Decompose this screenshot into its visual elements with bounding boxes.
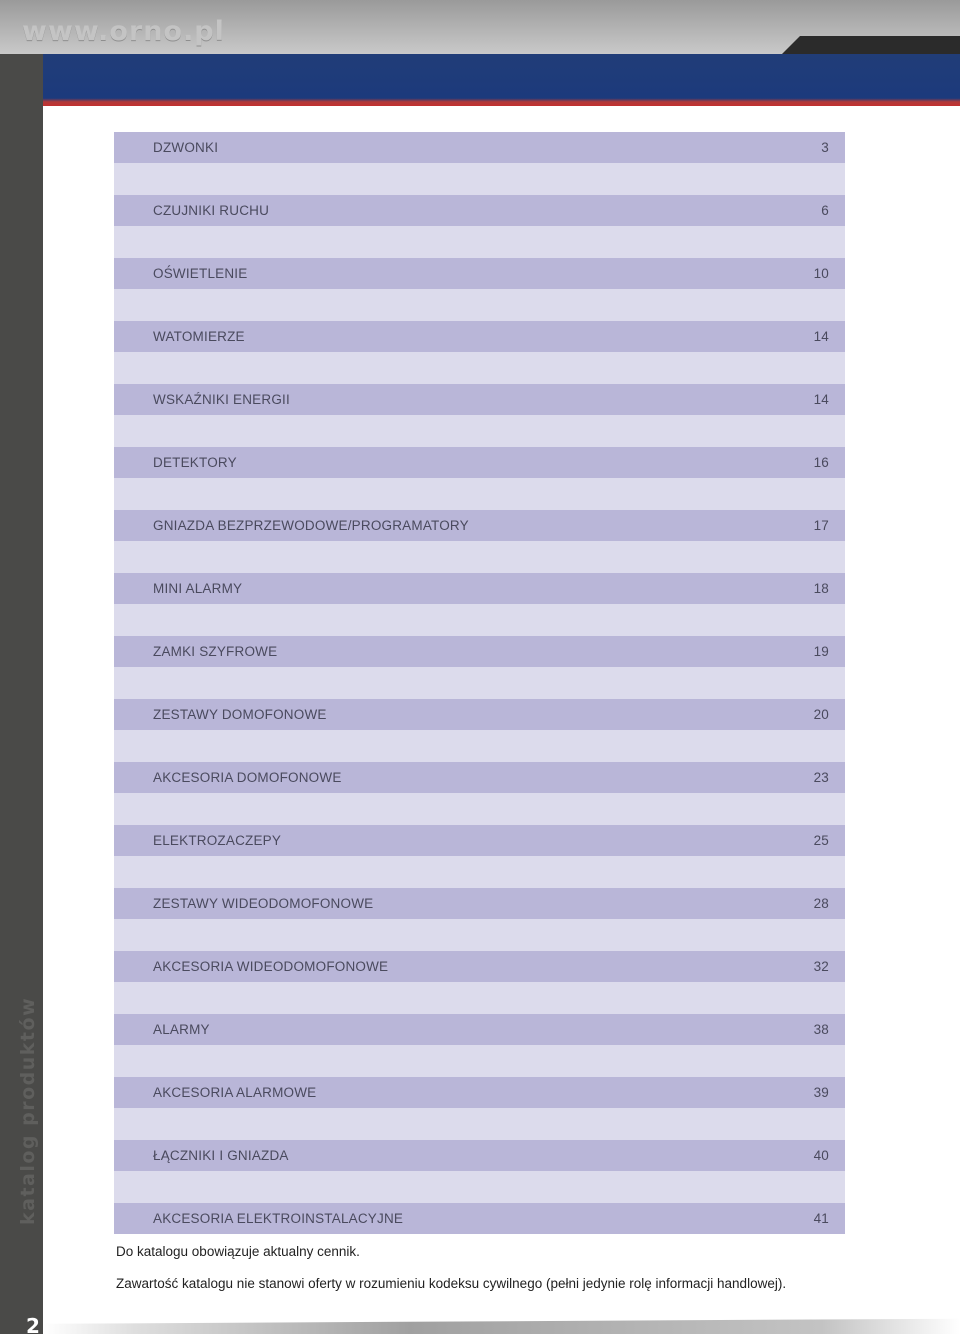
toc-divider bbox=[114, 415, 845, 447]
toc-page-number: 20 bbox=[813, 707, 829, 722]
footer-shadow bbox=[43, 1300, 960, 1334]
toc-label: ZESTAWY DOMOFONOWE bbox=[153, 707, 327, 722]
toc-page-number: 3 bbox=[821, 140, 829, 155]
toc-label: MINI ALARMY bbox=[153, 581, 243, 596]
toc-divider bbox=[114, 667, 845, 699]
toc-page-number: 32 bbox=[813, 959, 829, 974]
toc-page-number: 25 bbox=[813, 833, 829, 848]
top-bar-accent bbox=[782, 36, 960, 54]
toc-row[interactable] bbox=[114, 132, 845, 163]
toc-divider bbox=[114, 1045, 845, 1077]
toc-label: DZWONKI bbox=[153, 140, 219, 155]
toc-row[interactable] bbox=[114, 699, 845, 730]
toc-label: AKCESORIA ALARMOWE bbox=[153, 1085, 317, 1100]
page-number: 2 bbox=[26, 1314, 40, 1338]
header-band bbox=[43, 54, 960, 106]
toc-row[interactable] bbox=[114, 195, 845, 226]
toc-divider bbox=[114, 1171, 845, 1203]
toc-divider bbox=[114, 226, 845, 258]
sidebar-label: katalog produktów bbox=[17, 996, 39, 1225]
toc-label: OŚWIETLENIE bbox=[153, 266, 248, 281]
toc-divider bbox=[114, 163, 845, 195]
top-bar bbox=[0, 0, 960, 54]
toc-label: ŁĄCZNIKI I GNIAZDA bbox=[153, 1148, 289, 1163]
toc-page-number: 28 bbox=[813, 896, 829, 911]
toc-divider bbox=[114, 289, 845, 321]
toc-row[interactable] bbox=[114, 762, 845, 793]
toc-row[interactable] bbox=[114, 1140, 845, 1171]
toc-label: AKCESORIA DOMOFONOWE bbox=[153, 770, 342, 785]
toc-label: AKCESORIA WIDEODOMOFONOWE bbox=[153, 959, 389, 974]
toc-page-number: 41 bbox=[813, 1211, 829, 1226]
toc-page-number: 18 bbox=[813, 581, 829, 596]
toc-label: WSKAŹNIKI ENERGII bbox=[153, 392, 290, 407]
toc-row[interactable] bbox=[114, 1077, 845, 1108]
site-url: www.orno.pl bbox=[22, 16, 225, 47]
toc-label: ZESTAWY WIDEODOMOFONOWE bbox=[153, 896, 374, 911]
toc-divider bbox=[114, 604, 845, 636]
toc-page-number: 23 bbox=[813, 770, 829, 785]
toc-page-number: 39 bbox=[813, 1085, 829, 1100]
toc-row[interactable] bbox=[114, 510, 845, 541]
toc-page-number: 38 bbox=[813, 1022, 829, 1037]
toc-label: GNIAZDA BEZPRZEWODOWE/PROGRAMATORY bbox=[153, 518, 469, 533]
toc-divider bbox=[114, 541, 845, 573]
toc-divider bbox=[114, 1108, 845, 1140]
toc-divider bbox=[114, 730, 845, 762]
toc-label: WATOMIERZE bbox=[153, 329, 245, 344]
toc-row[interactable] bbox=[114, 636, 845, 667]
toc-row[interactable] bbox=[114, 888, 845, 919]
toc-row[interactable] bbox=[114, 1014, 845, 1045]
toc-row[interactable] bbox=[114, 321, 845, 352]
toc-label: CZUJNIKI RUCHU bbox=[153, 203, 270, 218]
toc-page-number: 6 bbox=[821, 203, 829, 218]
toc-label: ZAMKI SZYFROWE bbox=[153, 644, 278, 659]
toc-row[interactable] bbox=[114, 573, 845, 604]
toc-row[interactable] bbox=[114, 951, 845, 982]
toc-row[interactable] bbox=[114, 1203, 845, 1234]
toc-page-number: 10 bbox=[813, 266, 829, 281]
toc-row[interactable] bbox=[114, 258, 845, 289]
toc-row[interactable] bbox=[114, 384, 845, 415]
toc-divider bbox=[114, 793, 845, 825]
toc-label: DETEKTORY bbox=[153, 455, 237, 470]
toc-row[interactable] bbox=[114, 825, 845, 856]
toc-page-number: 14 bbox=[813, 329, 829, 344]
legal-note: Zawartość katalogu nie stanowi oferty w rozumieniu kodeksu cywilnego (pełni jedynie rolę informacji handlowej). bbox=[116, 1276, 787, 1291]
price-note: Do katalogu obowiązuje aktualny cennik. bbox=[116, 1244, 360, 1259]
table-of-contents bbox=[114, 132, 845, 1234]
toc-divider bbox=[114, 352, 845, 384]
toc-divider bbox=[114, 478, 845, 510]
toc-label: AKCESORIA ELEKTROINSTALACYJNE bbox=[153, 1211, 404, 1226]
toc-label: ALARMY bbox=[153, 1022, 210, 1037]
toc-divider bbox=[114, 919, 845, 951]
toc-divider bbox=[114, 856, 845, 888]
toc-label: ELEKTROZACZEPY bbox=[153, 833, 282, 848]
toc-page-number: 19 bbox=[813, 644, 829, 659]
toc-page-number: 16 bbox=[813, 455, 829, 470]
toc-page-number: 17 bbox=[813, 518, 829, 533]
toc-divider bbox=[114, 982, 845, 1014]
toc-page-number: 14 bbox=[813, 392, 829, 407]
toc-page-number: 40 bbox=[813, 1148, 829, 1163]
toc-row[interactable] bbox=[114, 447, 845, 478]
